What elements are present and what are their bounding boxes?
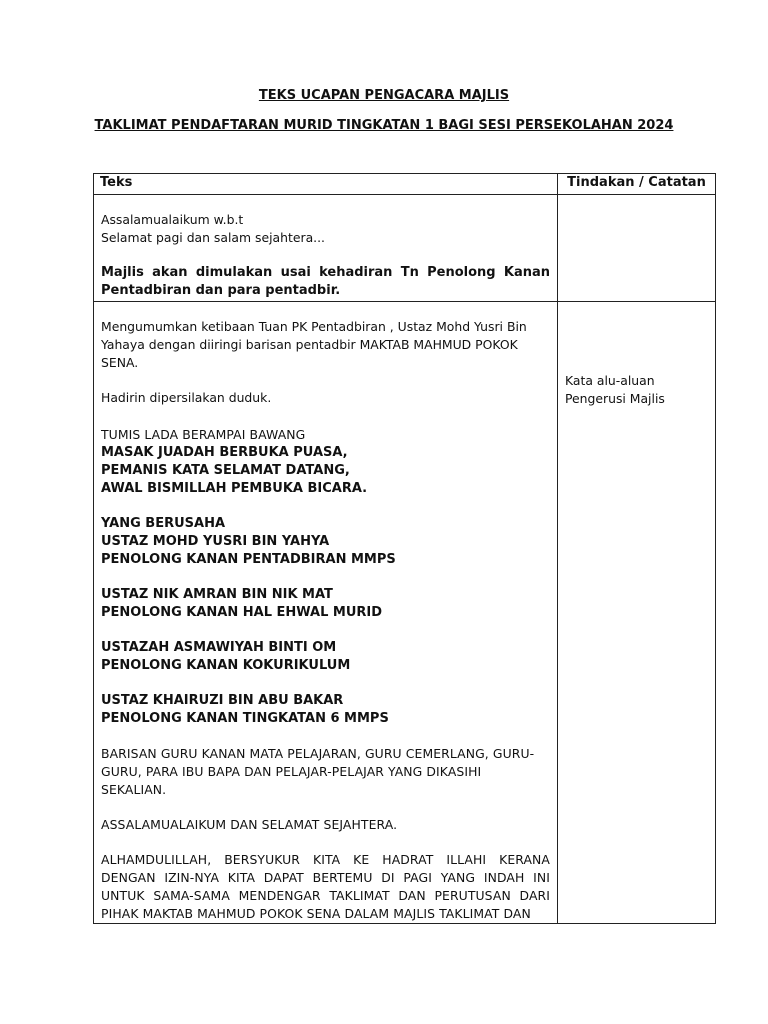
greeting-line: Assalamualaikum w.b.t: [101, 212, 244, 227]
vip-role: PENOLONG KANAN HAL EHWAL MURID: [101, 605, 383, 620]
bold-note: Majlis akan dimulakan usai kehadiran Tn Penolong Kanan Pentadbiran dan para pentadbir.: [101, 265, 550, 298]
vip-name: USTAZ KHAIRUZI BIN ABU BAKAR: [101, 693, 344, 708]
teks-cell: [94, 195, 558, 302]
honor-intro: YANG BERUSAHA: [101, 516, 226, 531]
vip-name: USTAZAH ASMAWIYAH BINTI OM: [101, 640, 337, 655]
salam: ASSALAMUALAIKUM DAN SELAMAT SEJAHTERA.: [101, 817, 398, 832]
action-cell: [558, 302, 716, 924]
audience-greeting: BARISAN GURU KANAN MATA PELAJARAN, GURU CEMERLANG, GURU-GURU, PARA IBU BAPA DAN PELAJAR-PELAJAR YANG DIKASIHI SEKALIAN.: [101, 746, 535, 797]
table-row: [94, 302, 716, 924]
document-subtitle: TAKLIMAT PENDAFTARAN MURID TINGKATAN 1 BAGI SESI PERSEKOLAHAN 2024: [94, 118, 674, 133]
vip-name: USTAZ MOHD YUSRI BIN YAHYA: [101, 534, 330, 549]
table-header-row: [94, 174, 716, 195]
pantun-line: TUMIS LADA BERAMPAI BAWANG: [101, 427, 306, 442]
pantun-line: MASAK JUADAH BERBUKA PUASA,: [101, 445, 348, 460]
pantun-line: PEMANIS KATA SELAMAT DATANG,: [101, 463, 350, 478]
document-title: TEKS UCAPAN PENGACARA MAJLIS: [258, 88, 510, 103]
greeting-line: Selamat pagi dan salam sejahtera...: [101, 230, 325, 245]
action-cell: [558, 195, 716, 302]
closing-paragraph: ALHAMDULILLAH, BERSYUKUR KITA KE HADRAT ILLAHI KERANA DENGAN IZIN-NYA KITA DAPAT BERTEMU DI PAGI YANG INDAH INI UNTUK SAMA-SAMA MENDENGAR TAKLIMAT DAN PERUTUSAN DARI PIHAK MAKTAB MAHMUD POKOK SENA DALAM MAJLIS TAKLIMAT DAN: [101, 852, 550, 921]
table-row: [94, 195, 716, 302]
vip-name: USTAZ NIK AMRAN BIN NIK MAT: [101, 587, 333, 602]
teks-cell: [94, 302, 558, 924]
action-text: Kata alu-aluan Pengerusi Majlis: [565, 373, 665, 406]
script-table: [93, 173, 716, 924]
column-header-tindakan: Tindakan / Catatan: [558, 174, 716, 195]
seated-instruction: Hadirin dipersilakan duduk.: [101, 390, 272, 405]
vip-role: PENOLONG KANAN PENTADBIRAN MMPS: [101, 552, 396, 567]
vip-role: PENOLONG KANAN KOKURIKULUM: [101, 658, 351, 673]
pantun-line: AWAL BISMILLAH PEMBUKA BICARA.: [101, 481, 368, 496]
announcement: Mengumumkan ketibaan Tuan PK Pentadbiran , Ustaz Mohd Yusri Bin Yahaya dengan diiringi barisan pentadbir MAKTAB MAHMUD POKOK SENA.: [101, 319, 527, 370]
column-header-teks: Teks: [94, 174, 558, 195]
vip-role: PENOLONG KANAN TINGKATAN 6 MMPS: [101, 711, 389, 726]
